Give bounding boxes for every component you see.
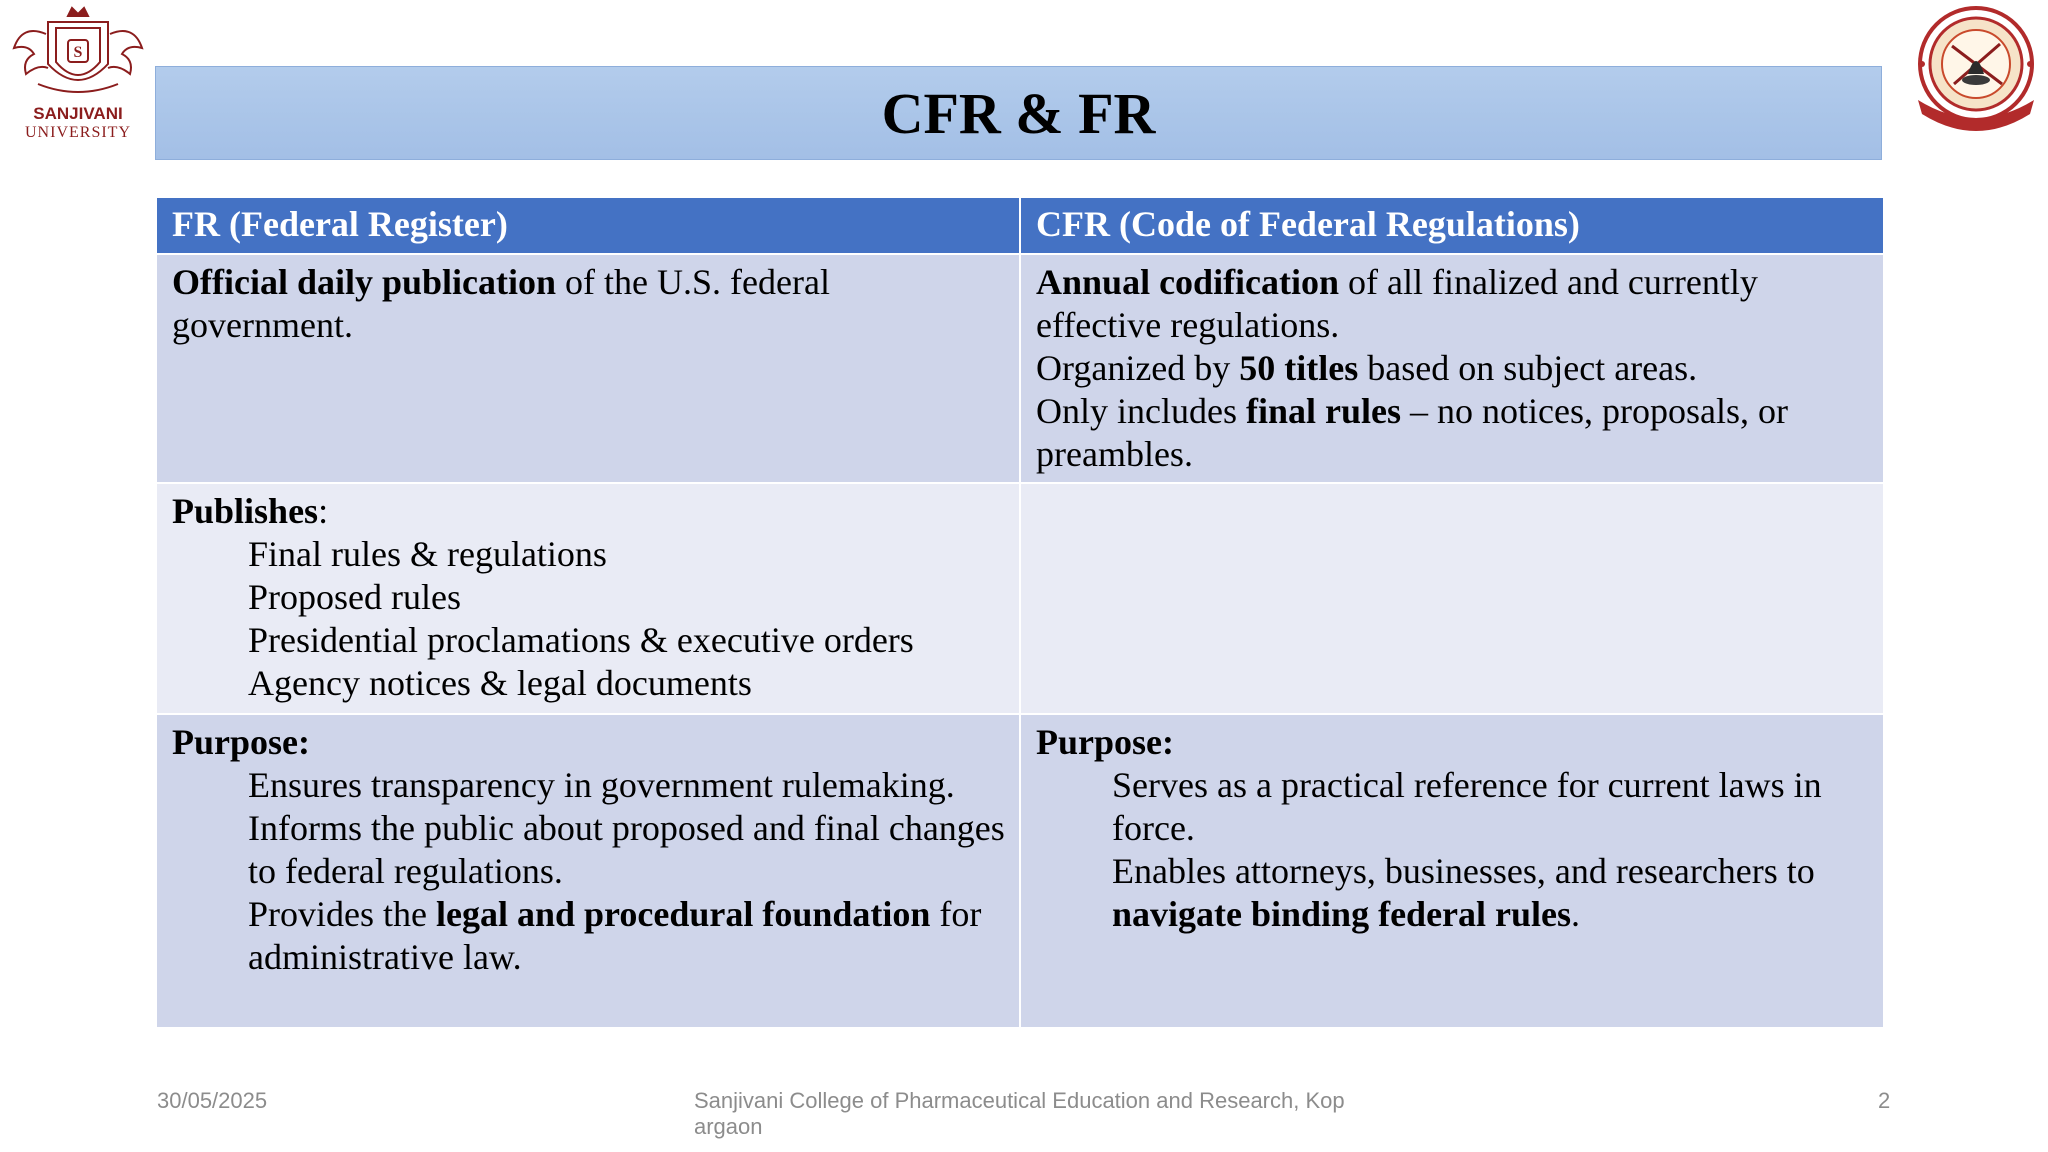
cfr-purpose-item — [1036, 850, 1869, 936]
college-logo — [1912, 4, 2044, 140]
fr-purpose-item — [172, 893, 1005, 979]
fr-purpose-item: Ensures transparency in government rulemaking. — [248, 765, 955, 805]
logo-text-sanjivani: SANJIVANI — [33, 104, 123, 123]
cfr-line-3-pre: Only includes — [1036, 391, 1246, 431]
page-title: CFR & FR — [881, 80, 1156, 146]
cfr-line-3-bold: final rules — [1245, 391, 1401, 431]
table-row — [156, 714, 1884, 1028]
fr-publishes-cell — [156, 483, 1020, 714]
fr-publishes-item: Final rules & regulations — [248, 534, 607, 574]
table-row — [156, 254, 1884, 483]
fr-description-text — [172, 261, 1005, 347]
cfr-description-line-2 — [1036, 347, 1869, 390]
cfr-line-3-post: – no notices, proposals, or preambles. — [1036, 391, 1788, 474]
slide-number: 2 — [1878, 1088, 1891, 1113]
fr-purpose-label: Purpose: — [172, 722, 310, 762]
sanjivani-university-logo — [8, 4, 148, 144]
cfr-line-1-bold: Annual codification — [1036, 262, 1340, 302]
fr-publishes-item: Presidential proclamations & executive orders — [248, 620, 914, 660]
table-header-row — [156, 197, 1884, 254]
cfr-description-cell — [1020, 254, 1884, 483]
fr-description-cell — [156, 254, 1020, 483]
cfr-line-2-bold: 50 titles — [1239, 348, 1359, 388]
cfr-purpose-item-2-post: . — [1571, 894, 1581, 934]
footer-date: 30/05/2025 — [157, 1088, 268, 1113]
svg-text:S: S — [73, 44, 83, 61]
fr-publishes-colon: : — [318, 491, 329, 531]
cfr-description-line-1 — [1036, 261, 1869, 347]
cfr-line-1-rest: of all finalized and currently effective regulations. — [1036, 262, 1758, 345]
column-header-cfr: CFR (Code of Federal Regulations) — [1020, 197, 1884, 254]
fr-description-rest: of the U.S. federal government. — [172, 262, 830, 345]
fr-publishes-item: Proposed rules — [248, 577, 461, 617]
logo-text-university: UNIVERSITY — [25, 124, 131, 141]
cfr-purpose-item-2-pre: Enables attorneys, businesses, and researchers to — [1112, 851, 1815, 891]
fr-publishes-label: Publishes — [172, 491, 319, 531]
cfr-purpose-item: Serves as a practical reference for current laws in force. — [1112, 765, 1822, 848]
cfr-empty-cell — [1020, 483, 1884, 714]
college-seal-icon — [1912, 4, 2044, 140]
cfr-line-2-post: based on subject areas. — [1358, 348, 1698, 388]
cfr-line-2-pre: Organized by — [1036, 348, 1240, 388]
fr-publishes-heading — [172, 490, 1005, 533]
table-row — [156, 483, 1884, 714]
fr-purpose-item: Informs the public about proposed and final changes to federal regulations. — [248, 808, 1005, 891]
column-header-fr: FR (Federal Register) — [156, 197, 1020, 254]
cfr-purpose-item-2-bold: navigate binding federal rules — [1112, 894, 1572, 934]
cfr-purpose-cell — [1020, 714, 1884, 1028]
fr-purpose-item-3-pre: Provides the — [248, 894, 436, 934]
comparison-table — [155, 196, 1885, 1029]
fr-publishes-item: Agency notices & legal documents — [248, 663, 752, 703]
cfr-purpose-label: Purpose: — [1036, 722, 1174, 762]
footer-institution: Sanjivani College of Pharmaceutical Education and Research, Kopargaon — [694, 1088, 1345, 1139]
sanjivani-university-crest-icon — [8, 4, 148, 104]
fr-purpose-item-3-bold: legal and procedural foundation — [435, 894, 931, 934]
fr-purpose-item-3-post: for administrative law. — [248, 894, 982, 977]
fr-description-bold: Official daily publication — [172, 262, 557, 302]
title-bar — [155, 66, 1882, 160]
cfr-description-line-3 — [1036, 390, 1869, 476]
fr-purpose-cell — [156, 714, 1020, 1028]
